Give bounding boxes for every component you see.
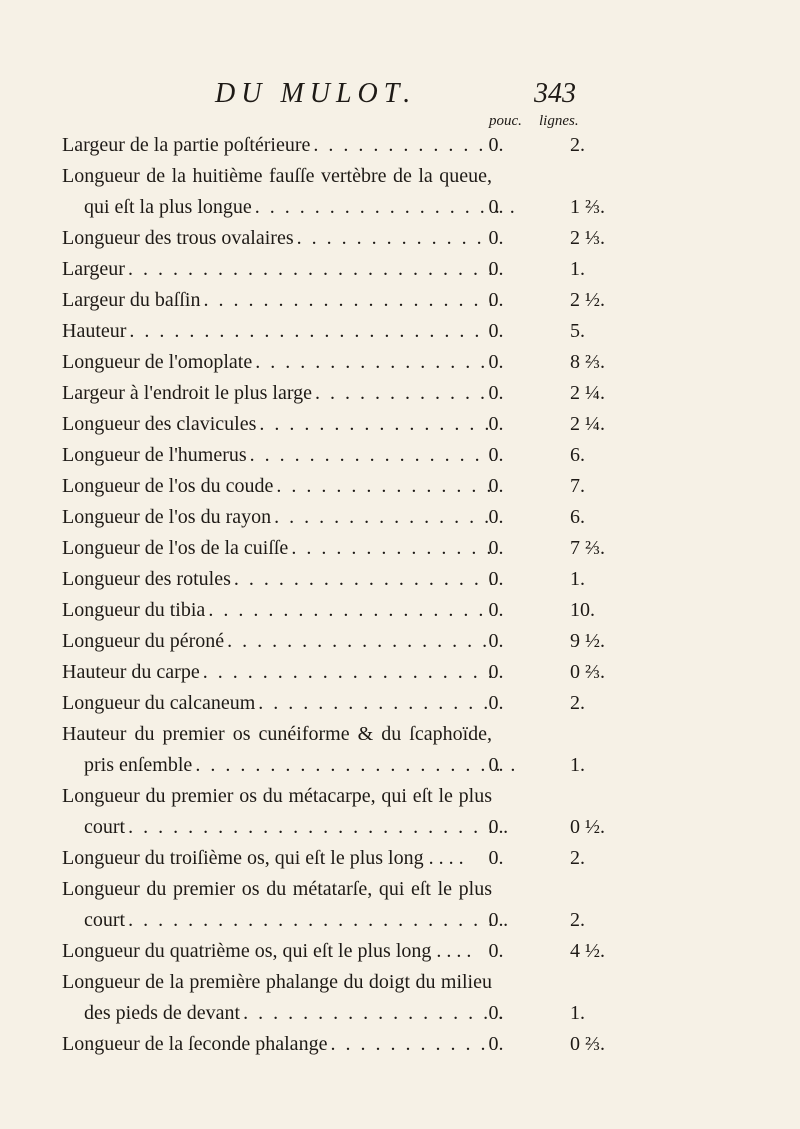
measurement-label — [62, 843, 492, 874]
measurement-row — [62, 564, 742, 595]
value-lignes: 2. — [570, 134, 585, 156]
measurement-label — [62, 1029, 492, 1060]
value-pouces: 0. — [488, 940, 504, 962]
measurement-label — [62, 378, 492, 409]
label-text: Longueur des trous ovalaires — [62, 227, 294, 249]
value-pouces: 0. — [488, 196, 504, 218]
label-text: Hauteur — [62, 320, 127, 342]
value-lignes: 2 ¼. — [570, 382, 605, 404]
measurement-row — [62, 378, 742, 409]
dot-leader — [252, 192, 514, 223]
label-line — [62, 657, 492, 688]
measurement-row — [62, 409, 742, 440]
measurement-label — [62, 564, 492, 595]
measurement-label — [62, 285, 492, 316]
value-pouces: 0. — [488, 909, 504, 931]
value-lignes: 0 ⅔. — [570, 661, 605, 683]
unit-pouces: pouc. — [489, 113, 522, 129]
label-text: Longueur du calcaneum — [62, 692, 256, 714]
value-pouces: 0. — [488, 258, 504, 280]
label-line — [62, 378, 492, 409]
value-lignes: 2. — [570, 692, 585, 714]
measurement-row — [62, 502, 742, 533]
value-pouces: 0. — [488, 382, 504, 404]
measurement-row — [62, 1029, 742, 1060]
unit-lignes: lignes. — [539, 113, 579, 129]
label-line — [62, 719, 492, 750]
label-text: Longueur de la ſeconde phalange — [62, 1033, 328, 1055]
label-line — [62, 967, 492, 998]
measurement-label — [62, 347, 492, 378]
label-line — [62, 843, 492, 874]
measurement-label — [62, 967, 492, 1029]
measurement-row — [62, 347, 742, 378]
value-pouces: 0. — [488, 289, 504, 311]
dot-leader — [294, 223, 492, 254]
value-pouces: 0. — [488, 630, 504, 652]
value-pouces: 0. — [488, 537, 504, 559]
dot-leader — [273, 471, 492, 502]
measurement-row — [62, 471, 742, 502]
value-lignes: 2 ⅓. — [570, 227, 605, 249]
value-pouces: 0. — [488, 816, 504, 838]
label-text: Largeur à l'endroit le plus large — [62, 382, 312, 404]
value-pouces: 0. — [488, 847, 504, 869]
measurement-label — [62, 409, 492, 440]
value-pouces: 0. — [488, 1033, 504, 1055]
running-header — [0, 78, 800, 114]
label-text: Longueur de l'os de la cuiſſe — [62, 537, 289, 559]
value-lignes: 2. — [570, 847, 585, 869]
measurement-row — [62, 285, 742, 316]
unit-headings — [489, 113, 629, 131]
value-pouces: 0. — [488, 413, 504, 435]
measurement-label — [62, 254, 492, 285]
value-lignes: 4 ½. — [570, 940, 605, 962]
measurement-label — [62, 316, 492, 347]
measurement-label — [62, 657, 492, 688]
dot-leader — [247, 440, 492, 471]
value-lignes: 2 ½. — [570, 289, 605, 311]
dot-leader — [255, 688, 492, 719]
label-text: Longueur de l'os du coude — [62, 475, 274, 497]
measurement-row — [62, 533, 742, 564]
value-pouces: 0. — [488, 754, 504, 776]
measurement-label — [62, 688, 492, 719]
measurement-label — [62, 130, 492, 161]
measurement-row — [62, 254, 742, 285]
measurement-label — [62, 161, 492, 223]
dot-leader — [200, 285, 492, 316]
label-text: pris enſemble — [84, 754, 193, 776]
value-pouces: 0. — [488, 320, 504, 342]
measurement-row — [62, 130, 742, 161]
measurement-row — [62, 719, 742, 781]
value-lignes: 1 ⅔. — [570, 196, 605, 218]
measurement-row — [62, 967, 742, 1029]
measurement-label — [62, 781, 492, 843]
dot-leader — [125, 812, 514, 843]
value-lignes: 2 ¼. — [570, 413, 605, 435]
measurement-label — [62, 719, 492, 781]
value-lignes: 1. — [570, 754, 585, 776]
value-lignes: 2. — [570, 909, 585, 931]
label-text: Longueur du péroné — [62, 630, 225, 652]
dot-leader — [310, 130, 492, 161]
measurement-row — [62, 874, 742, 936]
label-line — [62, 936, 492, 967]
label-text: Longueur de la première phalange du doigt du milieu — [62, 971, 492, 993]
label-text: Longueur des rotules — [62, 568, 231, 590]
label-line — [62, 316, 492, 347]
label-text: Longueur du troiſième os, qui eſt le plus long . . . . — [62, 847, 464, 869]
label-line — [62, 130, 492, 161]
label-line — [62, 781, 492, 812]
measurement-label — [62, 440, 492, 471]
measurement-row — [62, 657, 742, 688]
value-pouces: 0. — [488, 661, 504, 683]
label-line — [62, 223, 492, 254]
dot-leader — [256, 409, 492, 440]
dot-leader — [252, 347, 492, 378]
value-pouces: 0. — [488, 506, 504, 528]
value-pouces: 0. — [488, 1002, 504, 1024]
measurement-row — [62, 440, 742, 471]
value-lignes: 1. — [570, 568, 585, 590]
label-line — [62, 409, 492, 440]
measurement-label — [62, 502, 492, 533]
label-line — [62, 502, 492, 533]
value-pouces: 0. — [488, 475, 504, 497]
dot-leader — [205, 595, 492, 626]
running-title: DU MULOT. — [215, 78, 417, 109]
label-line — [62, 750, 514, 781]
dot-leader — [200, 657, 492, 688]
dot-leader — [231, 564, 492, 595]
value-lignes: 6. — [570, 444, 585, 466]
label-line — [62, 998, 514, 1029]
value-pouces: 0. — [488, 227, 504, 249]
measurement-row — [62, 688, 742, 719]
measurement-label — [62, 471, 492, 502]
value-pouces: 0. — [488, 134, 504, 156]
measurement-label — [62, 874, 492, 936]
measurement-row — [62, 936, 742, 967]
value-lignes: 1. — [570, 258, 585, 280]
measurement-row — [62, 781, 742, 843]
value-lignes: 1. — [570, 1002, 585, 1024]
dot-leader — [271, 502, 492, 533]
label-line — [62, 812, 514, 843]
measurement-row — [62, 316, 742, 347]
measurement-label — [62, 223, 492, 254]
measurement-label — [62, 595, 492, 626]
measurement-row — [62, 626, 742, 657]
label-text: des pieds de devant — [84, 1002, 241, 1024]
value-pouces: 0. — [488, 568, 504, 590]
value-pouces: 0. — [488, 599, 504, 621]
value-lignes: 5. — [570, 320, 585, 342]
value-pouces: 0. — [488, 444, 504, 466]
label-text: Longueur du quatrième os, qui eſt le plus long . . . . — [62, 940, 472, 962]
label-line — [62, 161, 492, 192]
label-line — [62, 533, 492, 564]
label-text: qui eſt la plus longue — [84, 196, 252, 218]
measurement-label — [62, 936, 492, 967]
dot-leader — [288, 533, 492, 564]
label-text: Longueur du tibia — [62, 599, 206, 621]
dot-leader — [327, 1029, 492, 1060]
label-line — [62, 874, 492, 905]
value-pouces: 0. — [488, 351, 504, 373]
label-line — [62, 254, 492, 285]
measurement-row — [62, 595, 742, 626]
label-text: Longueur du premier os du métatarſe, qui eſt le plus — [62, 878, 492, 900]
label-text: Longueur du premier os du métacarpe, qui eſt le plus — [62, 785, 492, 807]
label-text: Largeur — [62, 258, 125, 280]
measurement-row — [62, 161, 742, 223]
label-line — [62, 595, 492, 626]
label-text: Longueur de la huitième fauſſe vertèbre de la queue, — [62, 165, 492, 187]
dot-leader — [312, 378, 492, 409]
label-line — [62, 1029, 492, 1060]
value-lignes: 0 ½. — [570, 816, 605, 838]
label-line — [62, 626, 492, 657]
dot-leader — [125, 905, 514, 936]
value-lignes: 0 ⅔. — [570, 1033, 605, 1055]
value-lignes: 8 ⅔. — [570, 351, 605, 373]
measurement-label — [62, 533, 492, 564]
dot-leader — [192, 750, 514, 781]
value-lignes: 9 ½. — [570, 630, 605, 652]
label-line — [62, 471, 492, 502]
label-text: Hauteur du premier os cunéiforme & du ſcaphoïde, — [62, 723, 492, 745]
page-number: 343 — [534, 78, 576, 109]
value-lignes: 10. — [570, 599, 595, 621]
dot-leader — [125, 254, 492, 285]
label-line — [62, 192, 514, 223]
dot-leader — [240, 998, 514, 1029]
dot-leader — [224, 626, 492, 657]
label-line — [62, 440, 492, 471]
measurement-label — [62, 626, 492, 657]
dot-leader — [126, 316, 492, 347]
label-text: Longueur de l'os du rayon — [62, 506, 272, 528]
label-line — [62, 564, 492, 595]
label-text: Longueur de l'humerus — [62, 444, 247, 466]
label-line — [62, 347, 492, 378]
label-text: Longueur des clavicules — [62, 413, 257, 435]
label-text: Largeur du baſſin — [62, 289, 201, 311]
value-lignes: 7 ⅔. — [570, 537, 605, 559]
label-line — [62, 688, 492, 719]
measurement-row — [62, 223, 742, 254]
label-text: court — [84, 816, 126, 838]
measurement-row — [62, 843, 742, 874]
label-text: Longueur de l'omoplate — [62, 351, 253, 373]
label-line — [62, 285, 492, 316]
value-lignes: 7. — [570, 475, 585, 497]
measurement-table — [62, 130, 742, 1060]
value-lignes: 6. — [570, 506, 585, 528]
label-line — [62, 905, 514, 936]
label-text: Largeur de la partie poſtérieure — [62, 134, 311, 156]
label-text: court — [84, 909, 126, 931]
label-text: Hauteur du carpe — [62, 661, 200, 683]
value-pouces: 0. — [488, 692, 504, 714]
